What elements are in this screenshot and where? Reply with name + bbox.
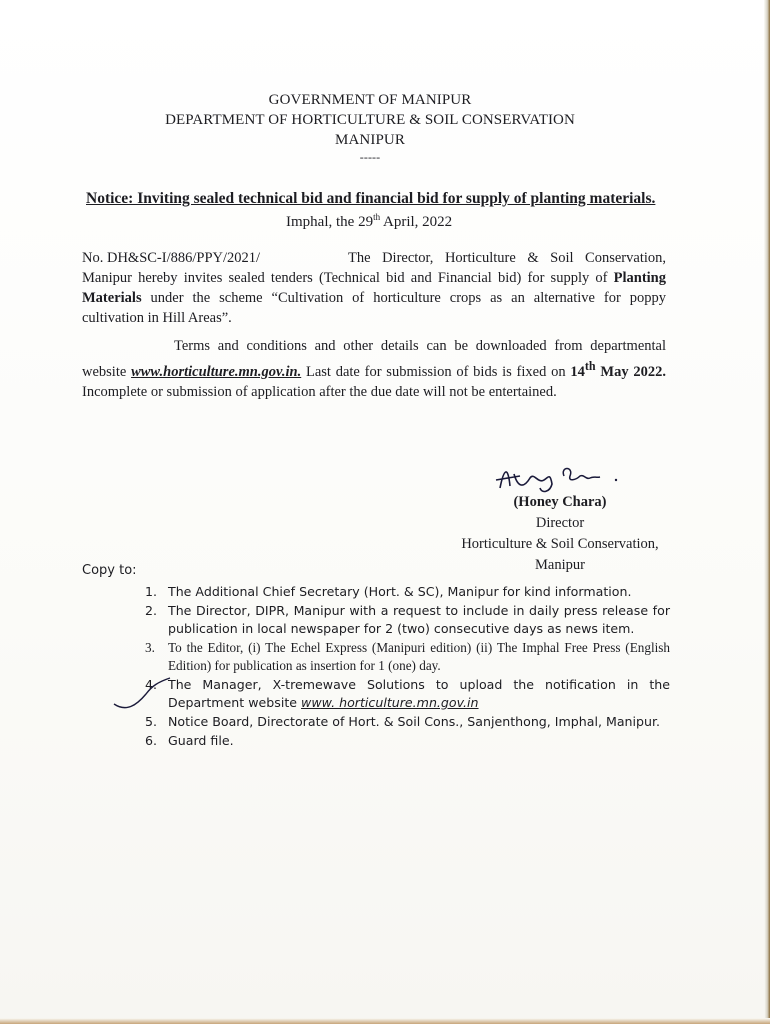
paragraph-terms [82, 336, 666, 402]
signature-scribble [490, 458, 630, 498]
due-date-day: 14 [570, 363, 585, 380]
due-date [570, 359, 666, 380]
list-item-number: 1. [145, 584, 158, 599]
list-item [140, 676, 670, 712]
header-line-state: MANIPUR [335, 132, 405, 148]
paragraph-terms-text-c: Incomplete or submission of application after the due date will not be entertained. [82, 383, 557, 400]
website-link[interactable]: www.horticulture.mn.gov.in. [131, 363, 302, 380]
planting-materials-emphasis: Planting Materials [82, 270, 666, 306]
signature-block [440, 462, 680, 576]
list-item-text: Notice Board, Directorate of Hort. & Soil Cons., Sanjenthong, Imphal, Manipur. [168, 714, 661, 729]
paragraph-invitation [82, 248, 666, 328]
page-edge-right [764, 0, 770, 1024]
list-item-text: To the Editor, (i) The Echel Express (Manipuri edition) (ii) The Imphal Free Press (English Edition) for publication as insertion for 1 (one) day. [168, 640, 670, 673]
list-item-number: 2. [145, 603, 158, 618]
copy-to-list [140, 583, 670, 751]
list-item-text: The Manager, X-tremewave Solutions to upload the notification in the Department website [168, 677, 670, 710]
list-item-text: The Director, DIPR, Manipur with a request to include in daily press release for publication in local newspaper for 2 (two) consecutive days as news item. [168, 603, 670, 636]
list-item-text: The Additional Chief Secretary (Hort. & SC), Manipur for kind information. [168, 584, 632, 599]
list-item [140, 639, 670, 675]
header-separator: ----- [359, 150, 381, 164]
header-line-department: DEPARTMENT OF HORTICULTURE & SOIL CONSERVATION [165, 112, 575, 128]
list-item-number: 6. [145, 733, 158, 748]
paragraph-terms-text-a: Terms and conditions and other details can be downloaded from departmental website [82, 338, 666, 380]
copy-to-label: Copy to: [82, 563, 137, 578]
list-item [140, 732, 670, 750]
handwritten-signature [440, 462, 680, 492]
list-item-number: 5. [145, 714, 158, 729]
due-date-rest: May 2022. [595, 363, 666, 380]
signatory-location: Manipur [535, 557, 585, 573]
list-item-text: Guard file. [168, 733, 234, 748]
list-item-number: 4. [145, 677, 158, 692]
notice-date-rest: April, 2022 [380, 214, 453, 230]
notice-date-suffix-sup: th [373, 212, 381, 222]
header-line-government: GOVERNMENT OF MANIPUR [268, 92, 472, 108]
signatory-designation: Director [535, 515, 585, 531]
list-item [140, 713, 670, 731]
reference-number: No. DH&SC-I/886/PPY/2021/ [82, 250, 261, 266]
paragraph-invitation-text-a: The Director, Horticulture & Soil Conservation, Manipur hereby invites sealed tenders (Technical bid and Financial bid) for supply of [82, 250, 666, 286]
list-item-number: 3. [145, 640, 155, 655]
signatory-department: Horticulture & Soil Conservation, [461, 536, 659, 552]
signatory-name: (Honey Chara) [513, 494, 607, 510]
department-website-link[interactable]: www. horticulture.mn.gov.in [301, 695, 479, 710]
page-edge-bottom [0, 1018, 770, 1024]
notice-date-prefix: Imphal, the 29 [286, 214, 374, 230]
notice-date [286, 212, 452, 231]
due-date-sup: th [584, 359, 596, 373]
letterhead [0, 90, 740, 164]
notice-title: Notice: Inviting sealed technical bid and financial bid for supply of planting materials. [86, 190, 656, 207]
list-item [140, 583, 670, 601]
paragraph-terms-text-b: Last date for submission of bids is fixed on [301, 363, 571, 380]
paragraph-invitation-text-b: under the scheme “Cultivation of horticulture crops as an alternative for poppy cultivation in Hill Areas”. [82, 290, 666, 326]
handwritten-check-mark [112, 676, 172, 716]
list-item [140, 602, 670, 638]
